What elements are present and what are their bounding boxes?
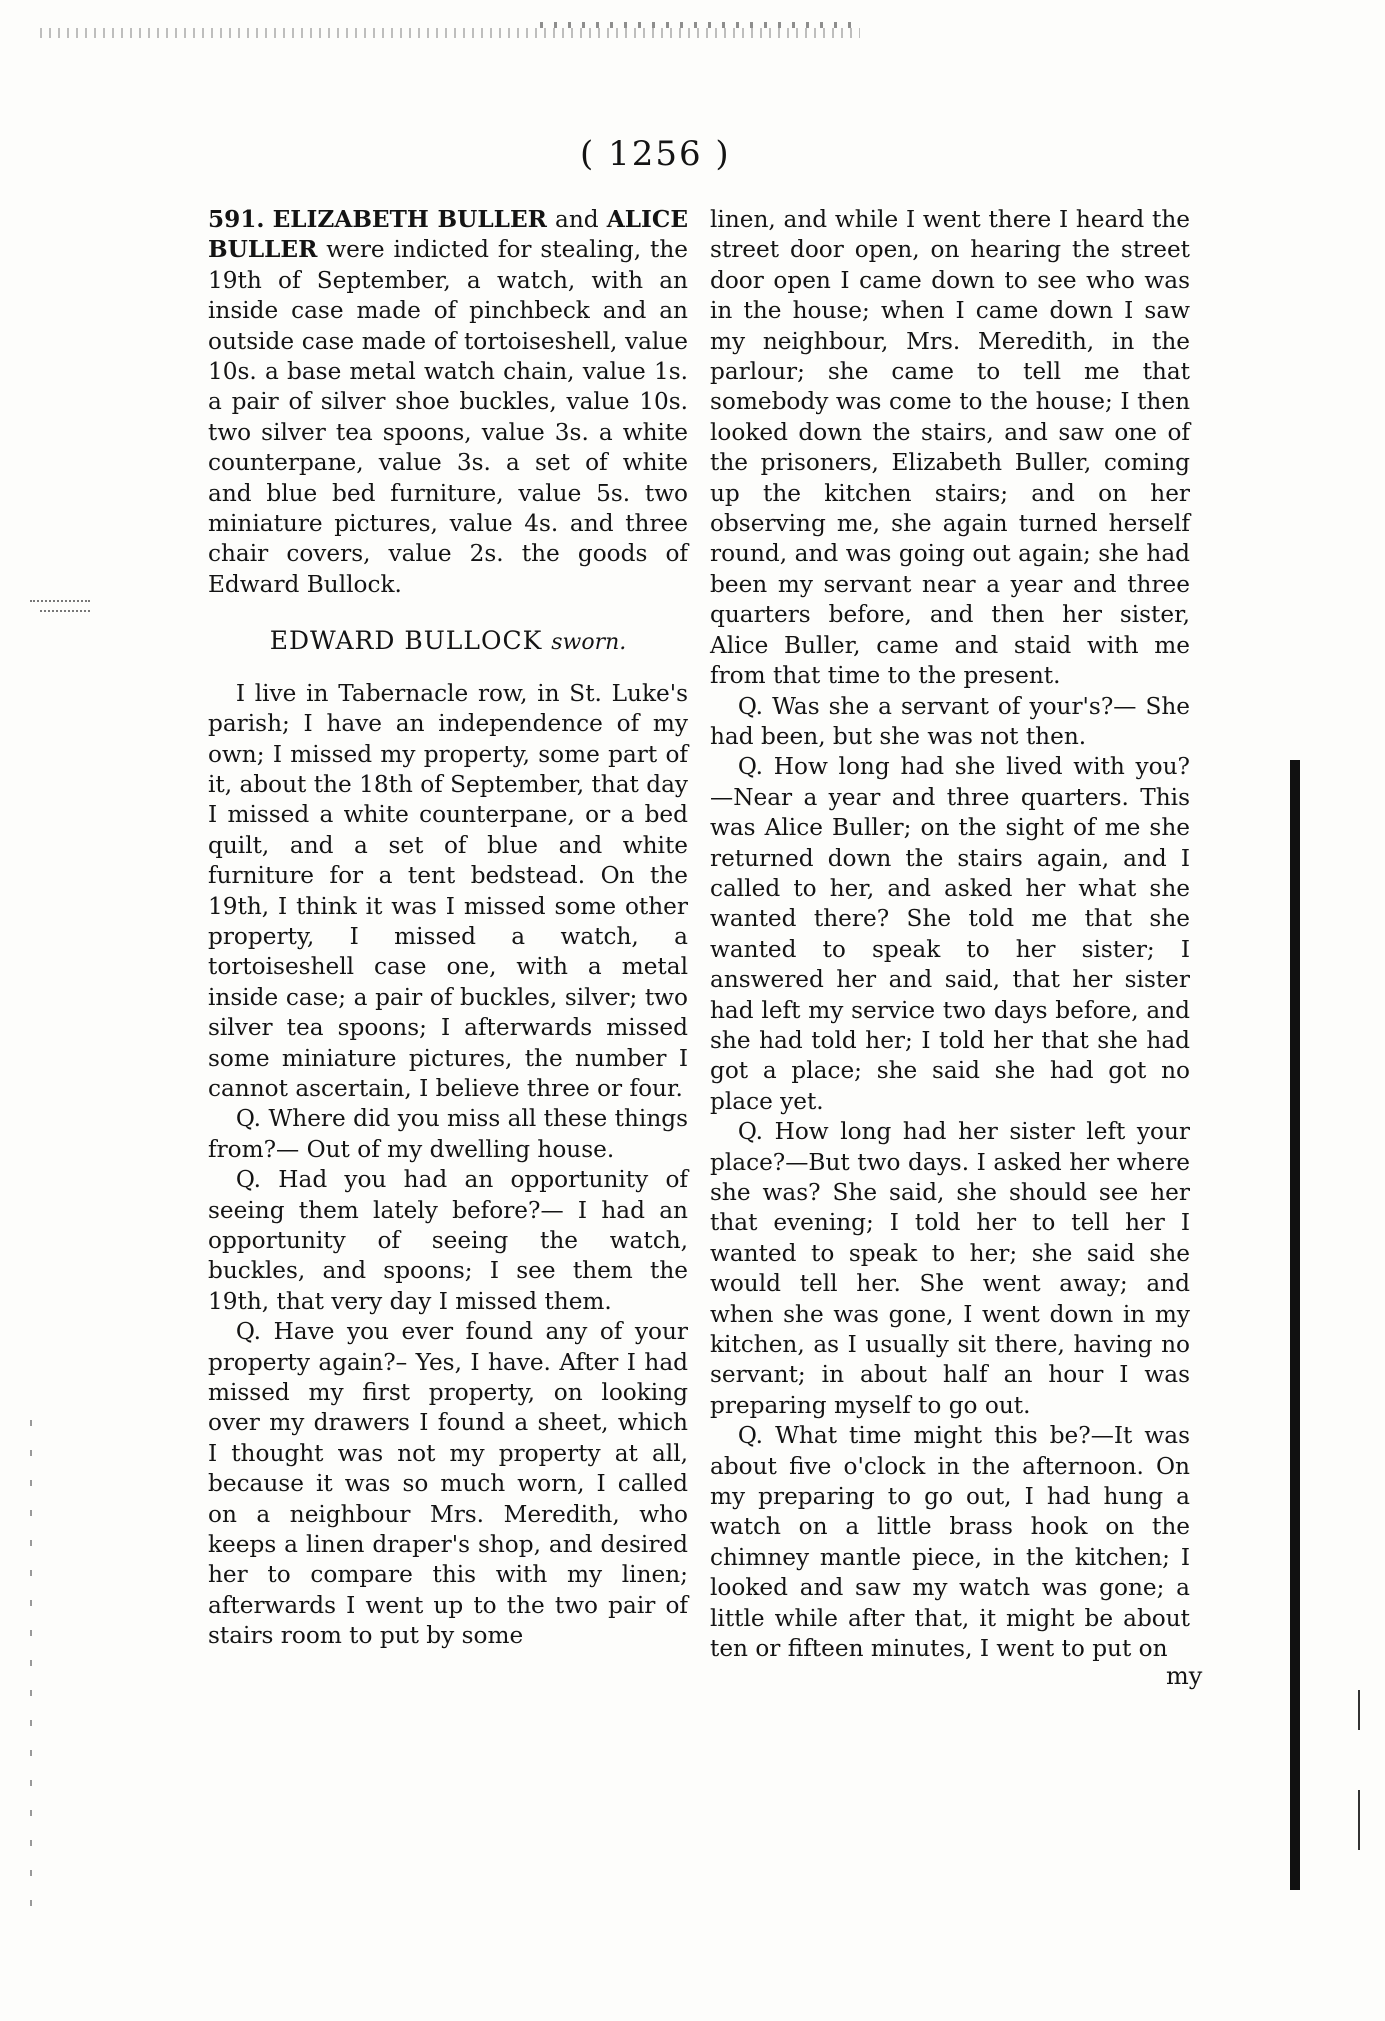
witness-name: EDWARD BULLOCK xyxy=(269,626,543,656)
catchword: my xyxy=(1166,1662,1203,1690)
scan-mark-left-2 xyxy=(40,610,90,616)
witness-status: sworn. xyxy=(551,630,627,656)
testimony-paragraph: Q. How long had her sister left your place?—But two days. I asked her where she was? She said, she should see her that evening; I told her to tell her I wanted to speak to her; she said she would tell her. She went away; and when she was gone, I went down in my kitchen, as I usually sit there, having no servant; in about half an hour I was preparing myself to go out. xyxy=(710,1118,1190,1419)
witness-heading xyxy=(208,626,688,658)
testimony-paragraph: Q. Had you had an opportunity of seeing them lately before?— I had an opportunity of seeing the watch, buckles, and spoons; I see them the 19th, that very day I missed them. xyxy=(208,1166,688,1315)
scan-mark-right xyxy=(1358,1690,1360,1730)
defendant-1: ELIZABETH BULLER xyxy=(272,206,547,233)
right-column xyxy=(710,205,1190,1665)
scan-left-edge xyxy=(30,1420,32,1920)
scan-mark-left xyxy=(30,600,90,606)
testimony-paragraph: Q. How long had she lived with you? —Near a year and three quarters. This was Alice Buller; on the sight of me she returned down the stairs again, and I called to her, and asked her what she wanted there? She told me that she wanted to speak to her sister; I answered her and said, that her sister had left my service two days before, and she had told her; I told her that she had got a place; she said she had got no place yet. xyxy=(710,753,1190,1115)
testimony-paragraph: Q. What time might this be?—It was about five o'clock in the afternoon. On my preparing to go out, I had hung a watch on a little brass hook on the chimney mantle piece, in the kitchen; I looked and saw my watch was gone; a little while after that, it might be about ten or fifteen minutes, I went to put on xyxy=(710,1422,1190,1663)
testimony-paragraph: Q. Have you ever found any of your property again?– Yes, I have. After I had missed my first property, on looking over my drawers I found a sheet, which I thought was not my property at all, because it was so much worn, I called on a neighbour Mrs. Meredith, who keeps a linen draper's shop, and desired her to compare this with my linen; afterwards I went up to the two pair of stairs room to put by some xyxy=(208,1318,688,1650)
indictment-text: were indicted for stealing, the 19th of September, a watch, with an inside case made of pinchbeck and an outside case made of tortoiseshell, value 10s. a base metal watch chain, value 1s. a pair of silver shoe buckles, value 10s. two silver tea spoons, value 3s. a white counterpane, value 3s. a set of white and blue bed furniture, value 5s. two miniature pictures, value 4s. and three chair covers, value 2s. the goods of Edward Bullock. xyxy=(208,236,688,598)
case-number: 591. xyxy=(208,206,265,233)
scan-noise-top-dark xyxy=(540,22,860,28)
scan-binding-shadow xyxy=(1290,760,1300,1890)
page-number: ( 1256 ) xyxy=(580,134,731,174)
testimony-paragraph: linen, and while I went there I heard the street door open, on hearing the street door open I came down to see who was in the house; when I came down I saw my neighbour, Mrs. Meredith, in the parlour; she came to tell me that somebody was come to the house; I then looked down the stairs, and saw one of the prisoners, Elizabeth Buller, coming up the kitchen stairs; and on her observing me, she again turned herself round, and was going out again; she had been my servant near a year and three quarters before, and then her sister, Alice Buller, came and staid with me from that time to the present. xyxy=(710,206,1190,690)
case-heading xyxy=(208,205,688,600)
left-column xyxy=(208,205,688,1652)
testimony-paragraph: Q. Where did you miss all these things from?— Out of my dwelling house. xyxy=(208,1105,688,1163)
defendant-2: ALICE BULLER xyxy=(208,206,688,264)
conjunction: and xyxy=(555,206,599,233)
testimony-paragraph: Q. Was she a servant of your's?— She had been, but she was not then. xyxy=(710,692,1190,750)
scan-noise-top xyxy=(40,28,860,38)
scan-mark-right-2 xyxy=(1358,1790,1360,1850)
testimony-paragraph: I live in Tabernacle row, in St. Luke's parish; I have an independence of my own; I missed my property, some part of it, about the 18th of September, that day I missed a white counterpane, or a bed quilt, and a set of blue and white furniture for a tent bedstead. On the 19th, I think it was I missed some other property, I missed a watch, a tortoiseshell case one, with a metal inside case; a pair of buckles, silver; two silver tea spoons; I afterwards missed some miniature pictures, the number I cannot ascertain, I believe three or four. xyxy=(208,679,688,1102)
